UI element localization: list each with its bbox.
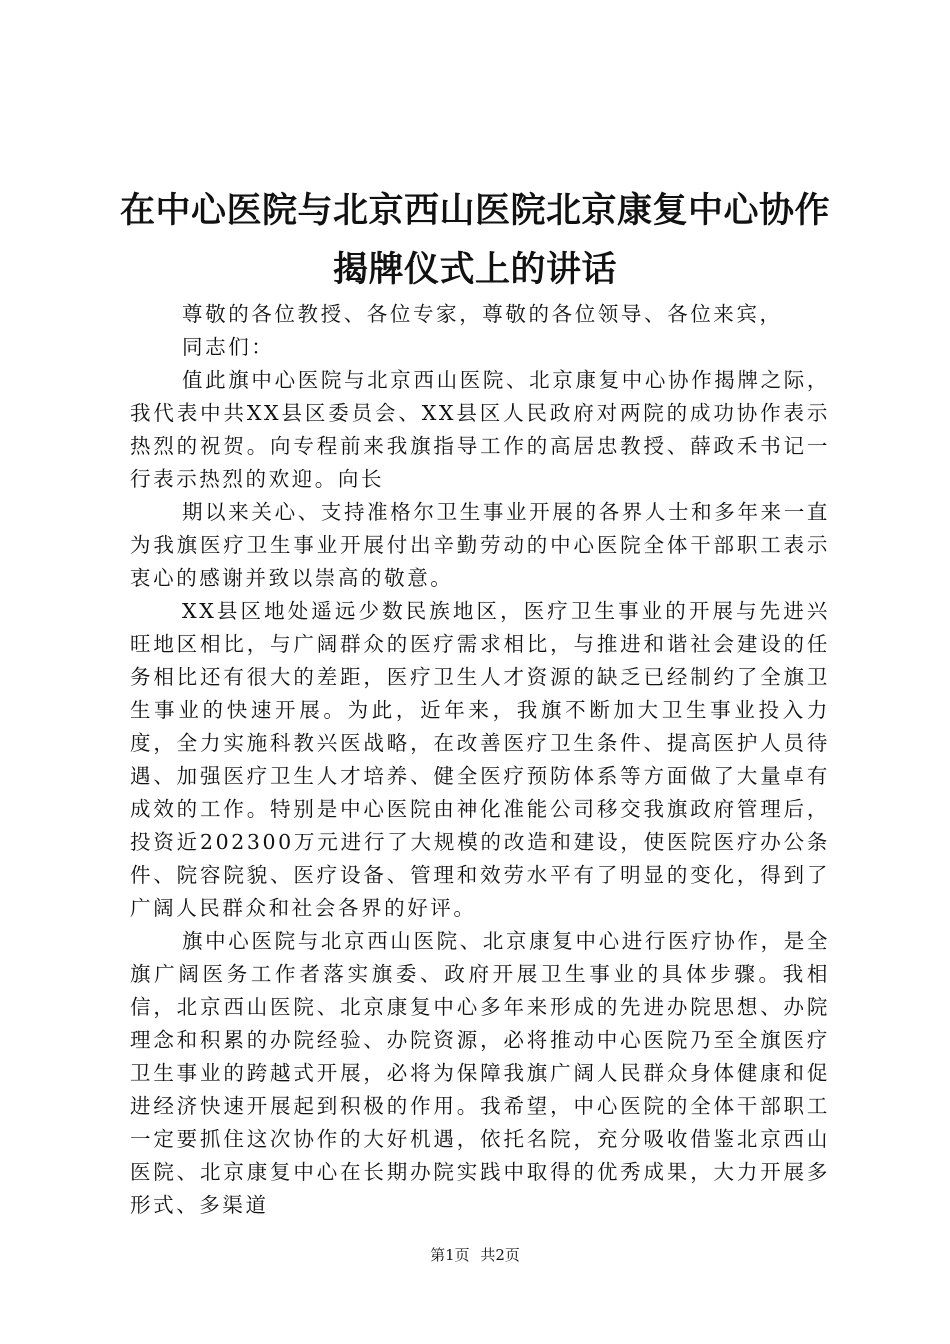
- page-number: 第1页: [430, 1246, 470, 1264]
- paragraph-salutation: 尊敬的各位教授、各位专家，尊敬的各位领导、各位来宾，: [182, 302, 783, 326]
- page-total: 共2页: [480, 1246, 520, 1264]
- paragraph: 值此旗中心医院与北京西山医院、北京康复中心协作揭牌之际，我代表中共XX县区委员会、XX县区人民政府对两院的成功协作表示热烈的祝贺。向专程前来我旗指导工作的高居忠教授、薛政禾书记一行表示热烈的欢迎。向长: [130, 368, 830, 491]
- paragraph-salutation-2: 同志们：: [182, 335, 275, 359]
- document-title-line-2: 揭牌仪式上的讲话: [332, 250, 617, 290]
- document-title-line-1: 在中心医院与北京西山医院北京康复中心协作: [119, 191, 830, 231]
- document-body: [130, 298, 830, 1222]
- page-footer: [0, 1245, 950, 1265]
- paragraph: 期以来关心、支持准格尔卫生事业开展的各界人士和多年来一直为我旗医疗卫生事业开展付出辛勤劳动的中心医院全体干部职工表示衷心的感谢并致以崇高的敬意。: [130, 500, 830, 590]
- paragraph: XX县区地处遥远少数民族地区，医疗卫生事业的开展与先进兴旺地区相比，与广阔群众的医疗需求相比，与推进和谐社会建设的任务相比还有很大的差距，医疗卫生人才资源的缺乏已经制约了全旗卫生事业的快速开展。为此，近年来，我旗不断加大卫生事业投入力度，全力实施科教兴医战略，在改善医疗卫生条件、提高医护人员待遇、加强医疗卫生人才培养、健全医疗预防体系等方面做了大量卓有成效的工作。特别是中心医院由神化准能公司移交我旗政府管理后，投资近202300万元进行了大规模的改造和建设，使医院医疗办公条件、院容院貌、医疗设备、管理和效劳水平有了明显的变化，得到了广阔人民群众和社会各界的好评。: [130, 599, 830, 920]
- paragraph: 旗中心医院与北京西山医院、北京康复中心进行医疗协作，是全旗广阔医务工作者落实旗委、政府开展卫生事业的具体步骤。我相信，北京西山医院、北京康复中心多年来形成的先进办院思想、办院理念和积累的办院经验、办院资源，必将推动中心医院乃至全旗医疗卫生事业的跨越式开展，必将为保障我旗广阔人民群众身体健康和促进经济快速开展起到积极的作用。我希望，中心医院的全体干部职工一定要抓住这次协作的大好机遇，依托名院，充分吸收借鉴北京西山医院、北京康复中心在长期办院实践中取得的优秀成果，大力开展多形式、多渠道: [130, 929, 830, 1217]
